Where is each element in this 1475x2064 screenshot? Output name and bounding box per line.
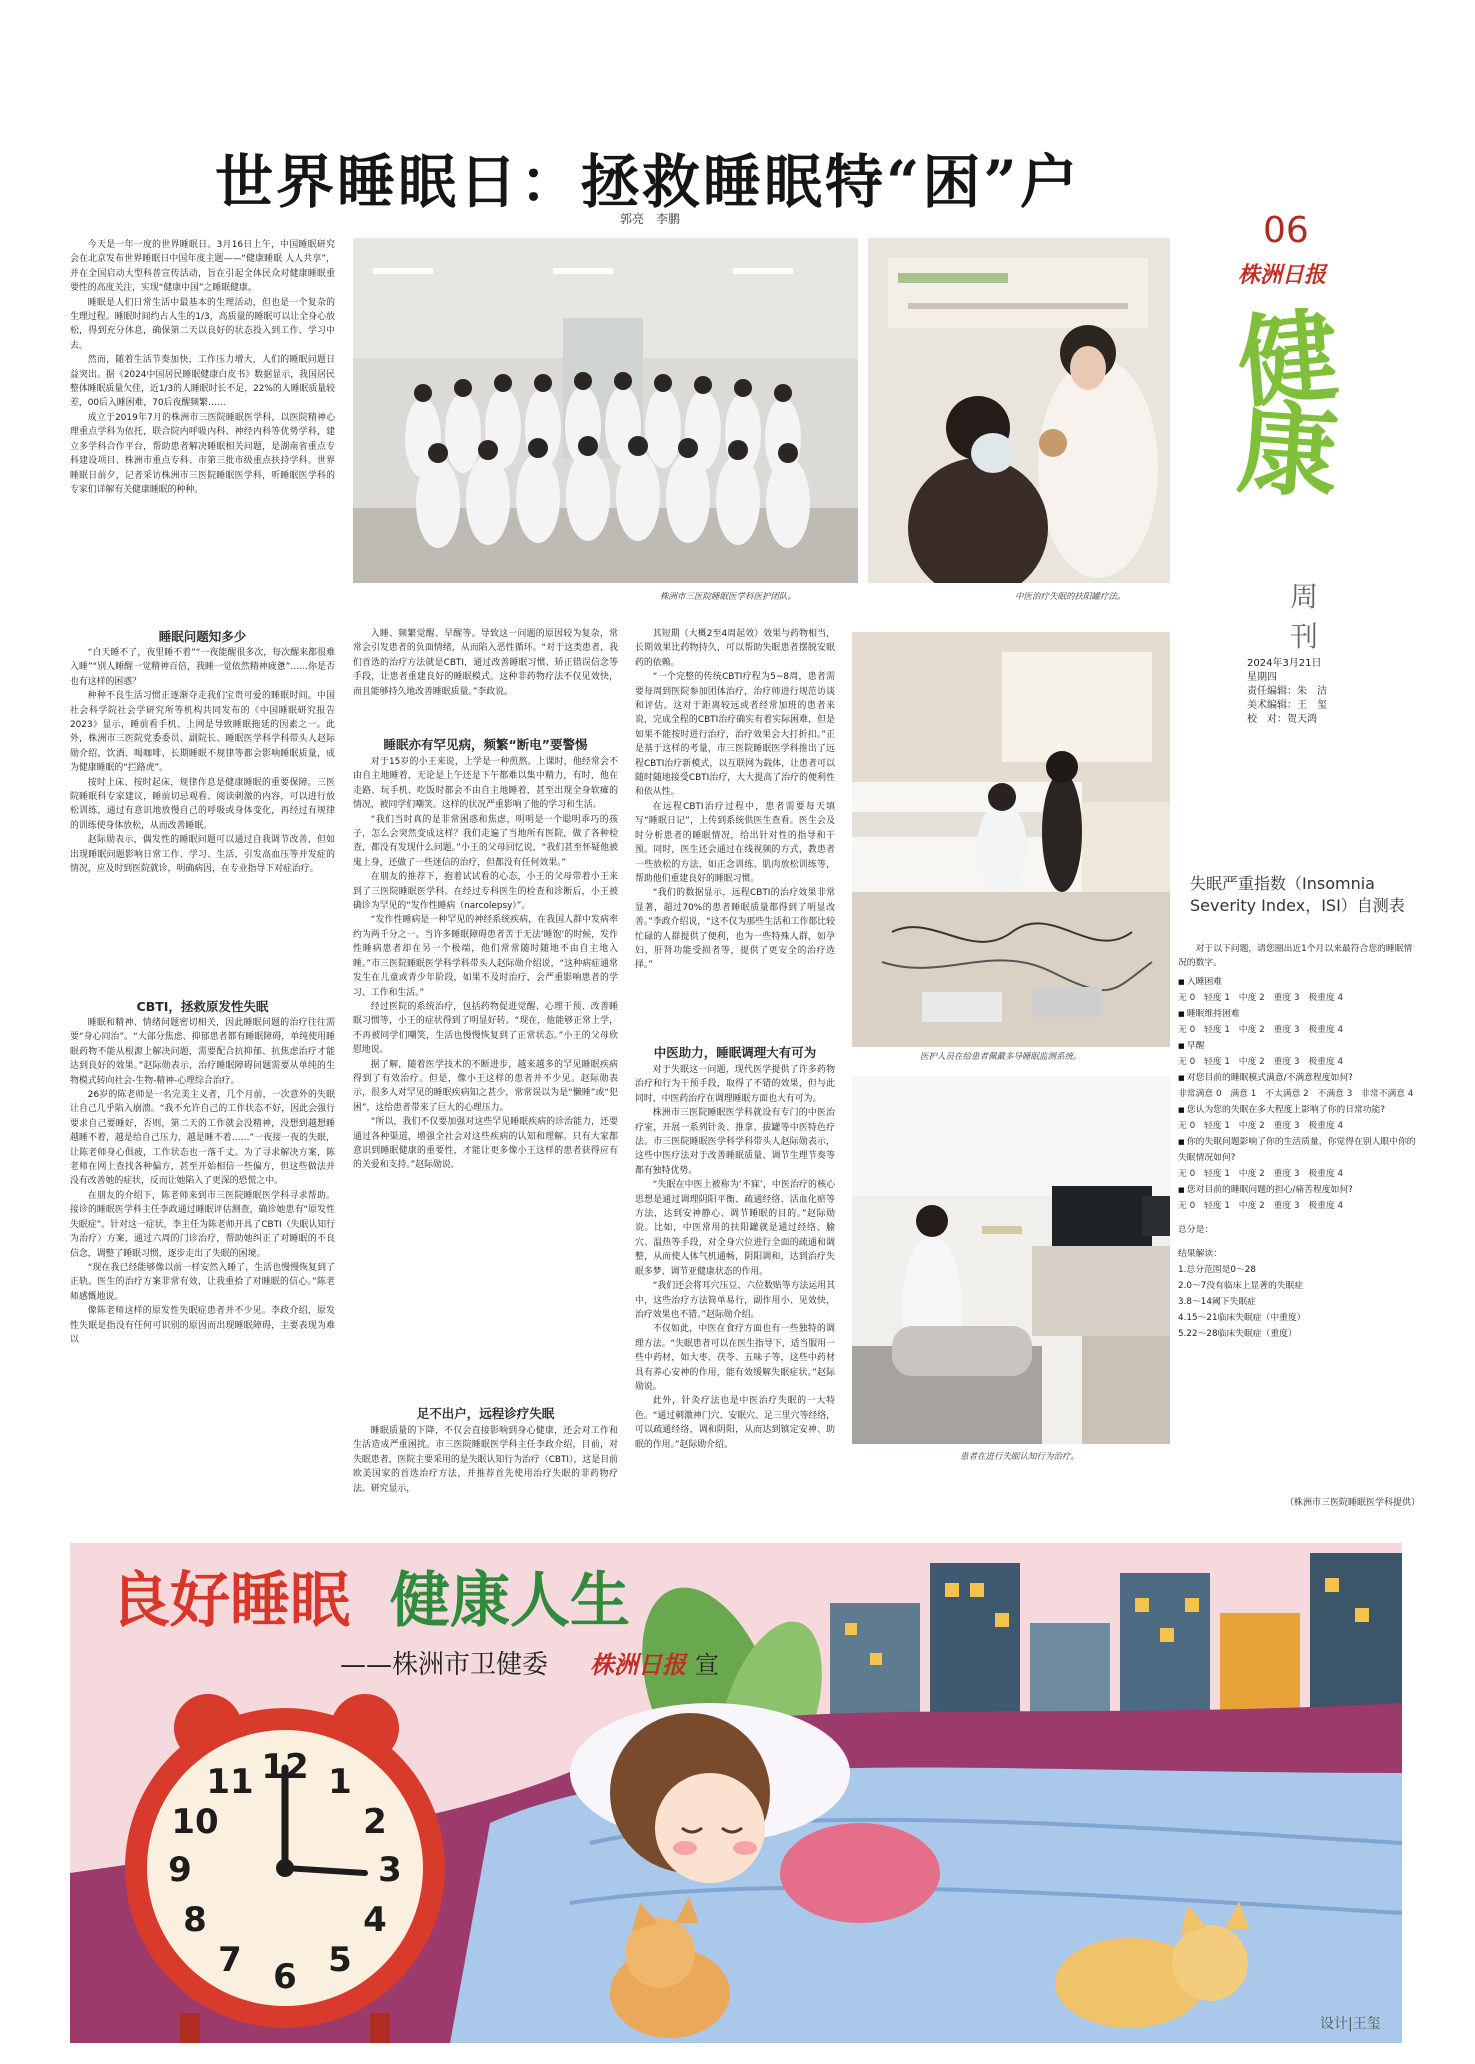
- issue-weekday: 星期四: [1247, 672, 1277, 683]
- poster-sponsor: ——株洲市卫健委: [340, 1650, 549, 1680]
- paragraph: 对于15岁的小王来说，上学是一种煎熬。上课时，他经常会不由自主地睡着，无论是上午还是下午都难以集中精力，有时，他在走路、玩手机、吃饭时都会不由自主地睡着，甚至出现全身软瘫的情况，被同学们嘲笑。这样的状况严重影响了他的学习和生活。: [353, 757, 618, 811]
- isi-result: 2.0～7没有临床上显著的失眠症: [1178, 1281, 1304, 1291]
- paragraph: 经过医院的系统治疗，包括药物促进觉醒、心理干预、改善睡眠习惯等，小王的症状得到了明显好转。“现在，他能够正常上学，不再被同学们嘲笑，生活也慢慢恢复到了正常状态。”小王的父母欣慰地说。: [353, 1001, 618, 1056]
- paragraph: 据了解，随着医学技术的不断进步，越来越多的罕见睡眠疾病得到了有效治疗。但是，像小王这样的患者并不少见。赵际勋表示，很多人对罕见的睡眠疾病知之甚少，常常误以为是“懒睡”或“犯困”，这给患者带来了巨大的心理压力。: [353, 1059, 618, 1113]
- article-byline: 郭亮 李鹏: [620, 212, 681, 226]
- paragraph: “白天睡不了，夜里睡不着”“一夜能醒很多次，每次醒来都很难入睡”“别人睡醒一觉精神百倍，我睡一觉依然精神疲惫”……你是否也有这样的困惑？: [70, 648, 335, 687]
- paragraph: 其短期（大概2至4周起效）效果与药物相当，长期效果比药物持久，可以帮助失眠患者摆脱安眠药的依赖。: [635, 629, 835, 668]
- isi-result: 1.总分范围是0～28: [1178, 1265, 1256, 1275]
- clock-number-9: 9: [168, 1850, 192, 1890]
- editor-credit: 责任编辑：朱 洁: [1247, 686, 1327, 697]
- paragraph: “所以，我们不仅要加强对这些罕见睡眠疾病的诊治能力，还要通过各种渠道，增强全社会对这些疾病的认知和理解。只有大家都意识到睡眠健康的重要性，才能让更多像小王这样的患者获得应有的关爱和支持。”赵际勋说。: [353, 1117, 618, 1171]
- monitoring-photo-caption: 医护人员在给患者佩戴多导睡眠监测系统。: [920, 1052, 1082, 1062]
- isi-question: ■ 您对目前的睡眠问题的担心/痛苦程度如何?: [1178, 1182, 1418, 1198]
- section-title-char-2: 康: [1233, 388, 1342, 514]
- weekly-char-2: 刊: [1290, 620, 1319, 653]
- paragraph: 睡眠和精神、情绪问题密切相关，因此睡眠问题的治疗往往需要“身心同治”。“大部分焦虑、抑郁患者都有睡眠障碍，单纯使用睡眠药物不能从根源上解决问题，需要配合抗抑郁、抗焦虑治疗才能达到良好的效果。”赵际勋表示，治疗睡眠障碍问题需要从单纯的生物模式转向社会-生物-精神-心理综合治疗。: [70, 1018, 335, 1086]
- paragraph: 入睡、频繁觉醒、早醒等。导致这一问题的原因较为复杂，常常会引发患者的负面情绪，从而陷入恶性循环。“对于这类患者，我们首选的治疗方法就是CBTI，通过改善睡眠习惯、矫正错误信念等手段，让患者重建良好的睡眠模式。这种非药物疗法不仅见效快，而且能够持久地改善睡眠质量。”李政说。: [353, 629, 618, 697]
- treatment-photo: [868, 238, 1170, 583]
- isi-options: 无 0 轻度 1 中度 2 重度 3 极重度 4: [1178, 1169, 1344, 1179]
- article-title: 世界睡眠日：拯救睡眠特“困”户: [215, 148, 1081, 216]
- cbti-photo: [852, 1076, 1170, 1444]
- paragraph: “一个完整的传统CBTI疗程为5~8周，患者需要每周到医院参加团体治疗，治疗师进行规范访谈和评估。这对于距离较远或者经常加班的患者来说，完成全程的CBTI治疗确实有着实际困难，但是如果不能按时进行治疗，治疗效果会大打折扣。”正是基于这样的考量，市三医院睡眠医学科推出了远程CBTI治疗新模式，以互联网为载体，让患者可以随时随地接受CBTI治疗，大大提高了治疗的便利性和依从性。: [635, 672, 835, 798]
- section-heading: 足不出户，远程诊疗失眠: [416, 1406, 555, 1421]
- clock-number-10: 10: [171, 1802, 219, 1842]
- column-1-text-b: [70, 1016, 335, 1534]
- isi-title: 失眠严重指数（Insomnia Severity Index，ISI）自测表: [1190, 874, 1405, 915]
- poster-slogan-2: 健康人生: [390, 1566, 630, 1636]
- paragraph: 睡眠质量的下降，不仅会直接影响到身心健康，还会对工作和生活造成严重困扰。市三医院睡眠医学科主任李政介绍，目前，对失眠患者，医院主要采用的是失眠认知行为治疗（CBTI），这是目前欧美国家的首选治疗方法，并推荐首先使用治疗失眠的非药物疗法。研究显示，: [353, 1426, 618, 1494]
- isi-result: 5.22～28临床失眠症（重度）: [1178, 1329, 1297, 1339]
- page-number: 06: [1263, 210, 1309, 251]
- poster-credit: 设计|王玺: [1320, 2016, 1381, 2032]
- paragraph: 不仅如此，中医在食疗方面也有一些独特的调理方法。“失眠患者可以在医生指导下，适当服用一些中药材，如大枣、茯苓、五味子等，这些中药材具有养心安神的作用，能有效缓解失眠症状。”赵际勋说。: [635, 1324, 835, 1392]
- art-editor-credit: 美术编辑：王 玺: [1247, 700, 1327, 711]
- isi-options: 无 0 轻度 1 中度 2 重度 3 极重度 4: [1178, 1025, 1344, 1035]
- isi-total-label: 总分是：: [1178, 1225, 1214, 1235]
- intro-text: [70, 238, 335, 616]
- treatment-photo-caption: 中医治疗失眠的扶阳罐疗法。: [1015, 592, 1126, 602]
- paragraph: 赵际勋表示，偶发性的睡眠问题可以通过自我调节改善，但如出现睡眠问题影响日常工作、学习、生活，引发高血压等并发症的情况，应及时到医院就诊，明确病因，在专业指导下对症治疗。: [70, 835, 335, 875]
- isi-result: 4.15～21临床失眠症（中重度）: [1178, 1313, 1306, 1323]
- paragraph: 26岁的陈老师是一名完美主义者，几个月前，一次意外的失眠让自己几乎陷入崩溃。“我不允许自己的工作状态不好，因此会强行要求自己要睡好，否则，第二天的工作就会没精神，没想到越想睡越睡不着，越是给自己压力，越是睡不着……”一夜接一夜的失眠，让陈老师身心俱疲，工作状态也一落千丈。为了寻求解决方案，陈老师在网上查找各种偏方，甚至开始相信一些偏方，但这些做法并没有改善她的症状，反而让她陷入了更深的恐慌之中。: [70, 1090, 335, 1187]
- paragraph: “现在我已经能够像以前一样安然入睡了，生活也慢慢恢复到了正轨。医生的治疗方案非常有效，让我重拾了对睡眠的信心。”陈老师感慨地说。: [70, 1262, 335, 1302]
- clock-number-7: 7: [218, 1940, 242, 1980]
- paragraph: “失眠在中医上被称为‘不寐’，中医治疗的核心思想是通过调理阴阳平衡、疏通经络、活血化瘀等方法，达到安神静心、调节睡眠的目的。”赵际勋说。比如，中医常用的扶阳罐就是通过经络、腧穴、温热等手段，对全身穴位进行全面的疏通和调整，从而使人体气机通畅，阴阳调和，达到治疗失眠多梦、调节亚健康状态的作用。: [635, 1180, 835, 1277]
- poster-slogan-1: 良好睡眠: [110, 1566, 350, 1636]
- poster-illustration: [70, 1543, 1402, 2043]
- team-photo: [353, 238, 858, 583]
- clock-number-11: 11: [206, 1762, 254, 1802]
- isi-question: ■ 你的失眠问题影响了你的生活质量，你觉得在别人眼中你的失眠情况如何?: [1178, 1134, 1418, 1166]
- poster-partner-suffix: 宣: [695, 1651, 719, 1679]
- section-heading: 中医助力，睡眠调理大有可为: [653, 1045, 817, 1060]
- proofreader-credit: 校 对：贺天鸿: [1247, 714, 1317, 725]
- poster-partner: 株洲日报: [590, 1650, 686, 1679]
- team-photo-caption: 株洲市三医院睡眠医学科医护团队。: [660, 592, 797, 602]
- isi-options: 无 0 轻度 1 中度 2 重度 3 极重度 4: [1178, 993, 1344, 1003]
- paper-name: 株洲日报: [1238, 262, 1327, 288]
- paragraph: 此外，针灸疗法也是中医治疗失眠的一大特色。“通过刺激神门穴、安眠穴、足三里穴等经络，可以疏通经络，调和阴阳，从而达到镇定安神、助眠的作用。”赵际勋介绍。: [635, 1396, 835, 1450]
- paragraph: “我们当时真的是非常困惑和焦虑，明明是一个聪明乖巧的孩子，怎么会突然变成这样？我们走遍了当地所有医院，做了各种检查，都没有发现什么问题。”小王的父母回忆说，“我们甚至怀疑他被鬼上身，还做了一些迷信的治疗，但都没有任何效果。”: [353, 814, 618, 868]
- section-heading: 睡眠亦有罕见病，频繁“断电”要警惕: [383, 737, 588, 752]
- isi-question: ■ 睡眠维持困难: [1178, 1006, 1418, 1022]
- clock-number-12: 12: [261, 1747, 309, 1787]
- clock-number-4: 4: [363, 1900, 387, 1940]
- paragraph: 像陈老师这样的原发性失眠症患者并不少见。李政介绍，原发性失眠是指没有任何可识别的原因而出现睡眠障碍，主要表现为难以: [70, 1306, 335, 1345]
- paragraph: 按时上床、按时起床，规律作息是健康睡眠的重要保障。三医院睡眠科专家建议，睡前切忌观看、阅读刺激的内容，可以进行放松训练，通过有意识地放慢自己的呼吸或身体变化，再经过有规律的训练使身体放松，从而改善睡眠。: [70, 777, 335, 831]
- paragraph: 成立于2019年7月的株洲市三医院睡眠医学科，以医院精神心理重点学科为依托，联合院内呼吸内科、神经内科等优势学科，建立多学科合作平台，帮助患者解决睡眠相关问题，是湖南省重点专科建设项目、株洲市重点专科、市第三批市级重点扶持学科。世界睡眠日前夕，记者采访株洲市三医院睡眠医学科，听睡眠医学科的专家们详解有关健康睡眠的种种。: [70, 412, 335, 495]
- sleep-poster: [70, 1543, 1402, 2043]
- isi-result-label: 结果解读：: [1178, 1249, 1222, 1259]
- paragraph: “发作性睡病是一种罕见的神经系统疾病，在我国人群中发病率约为两千分之一。当许多睡眠障碍患者苦于无法‘睡饱’的时候，发作性睡病患者却在另一个极端，他们常常随时随地不由自主地入睡。”市三医院睡眠医学科学科带头人赵际勋介绍说，“这种病症通常发生在儿童或青少年阶段，如果不及时治疗，会严重影响患者的学习、工作和生活。”: [353, 915, 618, 998]
- paragraph: 然而，随着生活节奏加快，工作压力增大，人们的睡眠问题日益突出。据《2024中国居民睡眠健康白皮书》数据显示，我国居民整体睡眠质量欠佳，近1/3的人睡眠时长不足，22%的人睡眠质量较差，00后入睡困难，70后夜醒频繁……: [70, 355, 335, 409]
- isi-source: （株洲市三医院睡眠医学科提供）: [1284, 1498, 1420, 1508]
- girl-face: [655, 1773, 765, 1883]
- isi-table: [1178, 942, 1418, 1342]
- paragraph: 种种不良生活习惯正逐渐夺走我们宝贵可爱的睡眠时间。中国社会科学院社会学研究所等机构共同发布的《中国睡眠研究报告2023》显示，睡前看手机、上网是导致睡眠拖延的因素之一。此外，株洲市三医院党委委员、副院长、睡眠医学科学科带头人赵际勋介绍，饮酒、喝咖啡、长期睡眠不规律等都会影响睡眠质量，成为健康睡眠的“拦路虎”。: [70, 691, 335, 774]
- isi-options: 无 0 轻度 1 中度 2 重度 3 极重度 4: [1178, 1121, 1344, 1131]
- paragraph: “我们的数据显示，远程CBTI的治疗效果非常显著，超过70%的患者睡眠质量都得到了明显改善。”李政介绍说，“这不仅为那些生活和工作都比较忙碌的人群提供了便利，也为一些特殊人群，如孕妇、肝肾功能受损者等，提供了更安全的治疗选择。”: [635, 888, 835, 971]
- monitoring-photo: [852, 632, 1170, 1047]
- paragraph: 今天是一年一度的世界睡眠日。3月16日上午，中国睡眠研究会在北京发布世界睡眠日中国年度主题——“健康睡眠 人人共享”，并在全国启动大型科普宣传活动，旨在引起全体民众对健康睡眠重要性的高度关注，实现“健康中国”之睡眠健康。: [70, 240, 335, 294]
- clock-number-5: 5: [328, 1940, 352, 1980]
- isi-question: ■ 入睡困难: [1178, 974, 1418, 990]
- cbti-photo-caption: 患者在进行失眠认知行为治疗。: [960, 1452, 1080, 1462]
- issue-info: [1247, 657, 1327, 727]
- section-title-char-1: 健: [1233, 295, 1343, 423]
- section-heading: 睡眠问题知多少: [158, 629, 247, 644]
- column-2-text-c: [353, 1424, 618, 1534]
- isi-result: 3.8～14阈下失眠症: [1178, 1297, 1256, 1307]
- isi-options: 无 0 轻度 1 中度 2 重度 3 极重度 4: [1178, 1057, 1344, 1067]
- isi-question: ■ 对您目前的睡眠模式满意/不满意程度如何?: [1178, 1070, 1418, 1086]
- isi-options: 非常满意 0 满意 1 不太满意 2 不满意 3 非常不满意 4: [1178, 1089, 1414, 1099]
- column-2-text-b: [353, 755, 618, 1395]
- column-3-text-a: [635, 627, 835, 1037]
- isi-question: ■ 您认为您的失眠在多大程度上影响了你的日常功能?: [1178, 1102, 1418, 1118]
- isi-options: 无 0 轻度 1 中度 2 重度 3 极重度 4: [1178, 1201, 1344, 1211]
- clock-number-1: 1: [328, 1762, 352, 1802]
- issue-date: 2024年3月21日: [1247, 658, 1322, 669]
- clock-number-6: 6: [273, 1957, 297, 1997]
- paragraph: 在朋友的介绍下，陈老师来到市三医院睡眠医学科寻求帮助。接诊的睡眠医学科主任李政通过睡眠评估测查，确诊她患有“原发性失眠症”。针对这一症状，李主任为陈老师开具了CBTI（失眠认知行为治疗）方案，通过六周的门诊治疗，帮助她纠正了对睡眠的不良信念，调整了睡眠习惯，逐步走出了失眠的困境。: [70, 1190, 335, 1259]
- paragraph: 在朋友的推荐下，抱着试试看的心态，小王的父母带着小王来到了三医院睡眠医学科。在经过专科医生的检查和诊断后，小王被确诊为罕见的“发作性睡病（narcolepsy）”。: [353, 872, 618, 912]
- column-3-text-b: [635, 1063, 835, 1534]
- clock-number-8: 8: [183, 1900, 207, 1940]
- column-2-text-a: [353, 627, 618, 727]
- paragraph: 睡眠是人们日常生活中最基本的生理活动，但也是一个复杂的生理过程。睡眠时间约占人生的1/3，高质量的睡眠可以让全身心放松，得到充分休息，确保第二天以良好的状态投入到工作、学习中去。: [70, 297, 335, 351]
- paragraph: 对于失眠这一问题，现代医学提供了许多药物治疗和行为干预手段，取得了不错的效果，但与此同时，中医药治疗在调理睡眠方面也大有可为。: [635, 1065, 835, 1104]
- clock-number-2: 2: [363, 1802, 387, 1842]
- isi-instruction: 对于以下问题，请您圈出近1个月以来最符合您的睡眠情况的数字。: [1178, 944, 1413, 968]
- section-heading: CBTI，拯救原发性失眠: [136, 999, 269, 1014]
- paragraph: “我们还会将耳穴压豆、六位数贴等方法运用其中，这些治疗方法简单易行，副作用小、见效快，治疗效果也不错。”赵际勋介绍。: [635, 1281, 835, 1320]
- weekly-char-1: 周: [1290, 580, 1319, 613]
- paragraph: 株洲市三医院睡眠医学科就设有专门的中医治疗室，开展一系列针灸、推拿、拔罐等中医特色疗法。市三医院睡眠医学科学科带头人赵际勋表示，这些中医疗法对于改善睡眠质量、调节生理节奏等都有独特优势。: [635, 1108, 835, 1176]
- column-1-text-a: [70, 646, 335, 991]
- isi-question: ■ 早醒: [1178, 1038, 1418, 1054]
- clock-number-3: 3: [378, 1850, 402, 1890]
- paragraph: 在远程CBTI治疗过程中，患者需要每天填写“睡眠日记”，上传到系统供医生查看。医生会及时分析患者的睡眠情况，给出针对性的指导和干预。同时，医生还会通过在线视频的方式，教患者一些放松的方法，如正念训练、肌肉放松训练等，帮助他们重建良好的睡眠习惯。: [635, 801, 835, 884]
